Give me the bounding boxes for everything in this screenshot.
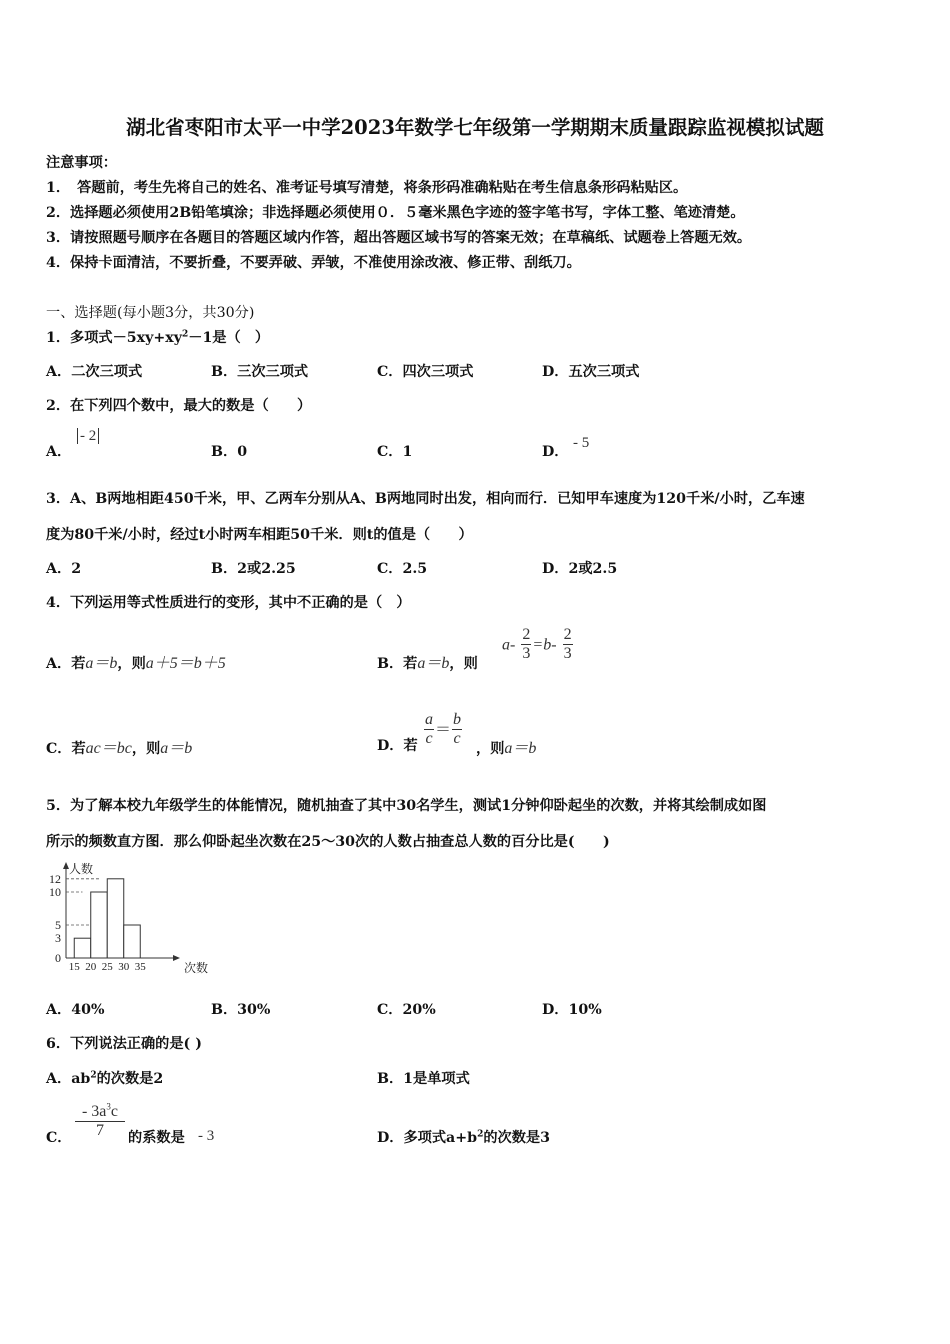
q4-b-minus-2: -	[551, 636, 557, 654]
x-tick-20: 20	[85, 961, 97, 973]
q1-stem-sup: 2	[181, 329, 189, 340]
q3-line2: 度为80千米/小时，经过t小时两车相距50千米．则t的值是（ ）	[46, 527, 473, 543]
q1-stem-pre: 1．多项式－5xy+xy	[46, 330, 182, 346]
q6-stem: 6．下列说法正确的是( )	[46, 1036, 202, 1052]
bar-15-20	[74, 938, 91, 958]
q2-option-a-label: A．	[46, 444, 72, 460]
q6-c-frac-den: 7	[75, 1121, 125, 1140]
page-title: 湖北省枣阳市太平一中学2023年数学七年级第一学期期末质量跟踪监视模拟试题	[126, 116, 824, 139]
y-tick-5: 5	[55, 918, 61, 932]
q1-stem	[46, 327, 269, 347]
q6-c-num-pre: - 3a	[81, 1103, 107, 1120]
section-heading: 一、选择题(每小题3分，共30分)	[46, 305, 255, 321]
q6-a-pre: A．ab	[46, 1071, 91, 1087]
q2-option-b[interactable]	[211, 441, 247, 461]
q3-line1: 3．A、B两地相距450千米，甲、乙两车分别从A、B两地同时出发，相向而行．已知甲车速度为120千米/小时，乙车速	[46, 491, 805, 507]
y-tick-3: 3	[55, 931, 61, 946]
q6-a-post: 的次数是2	[96, 1071, 164, 1087]
q6-option-b[interactable]: B．1是单项式	[377, 1071, 470, 1087]
q5-option-a[interactable]: A．40%	[46, 1002, 105, 1018]
q4-a-label: A．若	[46, 656, 86, 672]
q6-c-frac-num	[75, 1103, 125, 1121]
q2-option-b-label: B．	[211, 444, 238, 460]
y-axis-label: 人数	[69, 862, 94, 876]
q4-b-a: a	[502, 636, 510, 654]
q4-stem: 4．下列运用等式性质进行的变形，其中不正确的是（ ）	[46, 595, 411, 611]
q4-b-minus-1: -	[510, 636, 516, 654]
q2-stem: 2．在下列四个数中，最大的数是（ ）	[46, 398, 312, 414]
q4-b-frac-1	[521, 626, 531, 664]
q4-d-frac-1-den: c	[425, 730, 433, 748]
q4-option-b[interactable]	[377, 650, 478, 673]
bar-20-25	[91, 892, 108, 958]
q6-c-frac	[75, 1103, 125, 1141]
q3-option-d[interactable]: D．2或2.5	[542, 561, 618, 577]
q2-option-c[interactable]	[377, 441, 412, 461]
notice-item-3: 3．请按照题号顺序在各题目的答题区域内作答，超出答题区域书写的答案无效；在草稿纸、试题卷上答题无效。	[46, 230, 752, 246]
q4-b-cond: a＝b	[417, 655, 450, 672]
bar-30-35	[124, 925, 141, 958]
q4-d-then: ，则	[476, 741, 505, 757]
q2-option-b-value: 0	[237, 444, 248, 460]
x-axis-arrow	[173, 955, 180, 961]
q3-option-c[interactable]: C．2.5	[377, 561, 428, 577]
q4-option-d-label[interactable]: D．若	[377, 738, 418, 754]
q4-d-frac-2-num: b	[453, 711, 462, 728]
q4-b-frac-2-num: 2	[563, 626, 572, 643]
q4-d-frac-2	[452, 711, 462, 749]
q3-option-a[interactable]: A．2	[46, 561, 82, 577]
q6-c-mid: 的系数是	[128, 1130, 185, 1146]
q4-b-formula	[502, 626, 574, 664]
q2-option-a[interactable]	[46, 441, 71, 461]
q3-option-b[interactable]: B．2或2.25	[211, 561, 296, 577]
q2-option-d-label: D．	[542, 444, 569, 460]
q4-d-eq: ＝	[435, 721, 452, 739]
q5-line1: 5．为了解本校九年级学生的体能情况，随机抽查了其中30名学生，测试1分钟仰卧起坐的次数，并将其绘制成如图	[46, 798, 767, 814]
q1-option-b[interactable]: B．三次三项式	[211, 364, 309, 380]
x-tick-25: 25	[101, 961, 113, 973]
q6-d-post: 的次数是3	[483, 1130, 550, 1146]
notice-heading: 注意事项：	[46, 155, 117, 171]
q6-option-a[interactable]	[46, 1068, 163, 1088]
y-tick-12: 12	[49, 871, 61, 886]
q5-option-d[interactable]: D．10%	[542, 1002, 602, 1018]
q6-c-num-sup: 3	[106, 1101, 111, 1112]
q4-b-eq: =b	[532, 636, 552, 654]
q4-d-tail	[476, 735, 536, 758]
y-tick-10: 10	[49, 885, 61, 899]
q1-stem-post: －1是（ ）	[188, 330, 270, 346]
q6-d-sup: 2	[477, 1129, 484, 1140]
q2-option-d[interactable]	[542, 441, 569, 461]
q4-b-frac-2	[563, 626, 573, 664]
q4-d-formula	[423, 711, 463, 749]
q6-a-sup: 2	[90, 1070, 97, 1081]
q1-option-d[interactable]: D．五次三项式	[542, 364, 640, 380]
q4-b-frac-1-num: 2	[522, 626, 531, 643]
notice-item-1: 1． 答题前，考生先将自己的姓名、准考证号填写清楚，将条形码准确粘贴在考生信息条形码粘贴区。	[46, 180, 688, 196]
x-tick-35: 35	[134, 961, 146, 973]
q4-option-a[interactable]	[46, 650, 226, 673]
x-axis-label: 次数	[184, 961, 209, 975]
q5-line2: 所示的频数直方图．那么仰卧起坐次数在25～30次的人数占抽查总人数的百分比是( )	[46, 834, 610, 850]
q2-abs-value: - 2	[77, 428, 99, 444]
q2-option-d-value: - 5	[573, 435, 590, 451]
q2-option-c-value: 1	[402, 444, 413, 460]
q2-option-a-value	[77, 428, 99, 445]
y-tick-0: 0	[55, 951, 61, 965]
histogram-chart	[44, 858, 209, 978]
bar-25-30	[107, 879, 124, 958]
q4-c-result: a＝b	[160, 740, 193, 757]
q5-option-b[interactable]: B．30%	[211, 1002, 271, 1018]
q6-c-num-post: c	[110, 1103, 119, 1120]
q4-c-cond: ac＝bc	[85, 740, 132, 757]
q4-c-then: ，则	[131, 741, 161, 757]
x-tick-15: 15	[68, 961, 80, 973]
q4-a-cond: a＝b	[85, 655, 118, 672]
q5-option-c[interactable]: C．20%	[377, 1002, 436, 1018]
q4-b-frac-1-den: 3	[522, 645, 531, 663]
q4-b-then: ，则	[449, 656, 478, 672]
q4-a-result: a＋5＝b＋5	[145, 655, 226, 672]
x-tick-30: 30	[118, 961, 130, 973]
notice-item-4: 4．保持卡面清洁，不要折叠，不要弄破、弄皱，不准使用涂改液、修正带、刮纸刀。	[46, 255, 581, 271]
q1-option-a[interactable]: A．二次三项式	[46, 364, 143, 380]
q1-option-c[interactable]: C．四次三项式	[377, 364, 474, 380]
q6-c-fraction	[74, 1103, 126, 1141]
q4-d-frac-1	[424, 711, 434, 749]
q4-option-c[interactable]	[46, 735, 192, 758]
q4-d-frac-1-num: a	[425, 711, 433, 728]
q6-option-d[interactable]	[377, 1127, 550, 1147]
q6-option-c-label[interactable]: C．	[46, 1130, 72, 1146]
q4-c-label: C．若	[46, 741, 86, 757]
q4-b-frac-2-den: 3	[563, 645, 572, 663]
q4-d-frac-2-den: c	[453, 730, 461, 748]
notice-item-2: 2．选择题必须使用2B铅笔填涂；非选择题必须使用０．５毫米黑色字迹的签字笔书写，字体工整、笔迹清楚。	[46, 205, 745, 221]
q4-b-label: B．若	[377, 656, 418, 672]
q2-option-c-label: C．	[377, 444, 403, 460]
q4-d-result: a＝b	[504, 740, 537, 757]
q6-d-pre: D．多项式a+b	[377, 1130, 478, 1146]
q4-a-then: ，则	[117, 656, 146, 672]
q6-c-value: - 3	[198, 1128, 215, 1144]
